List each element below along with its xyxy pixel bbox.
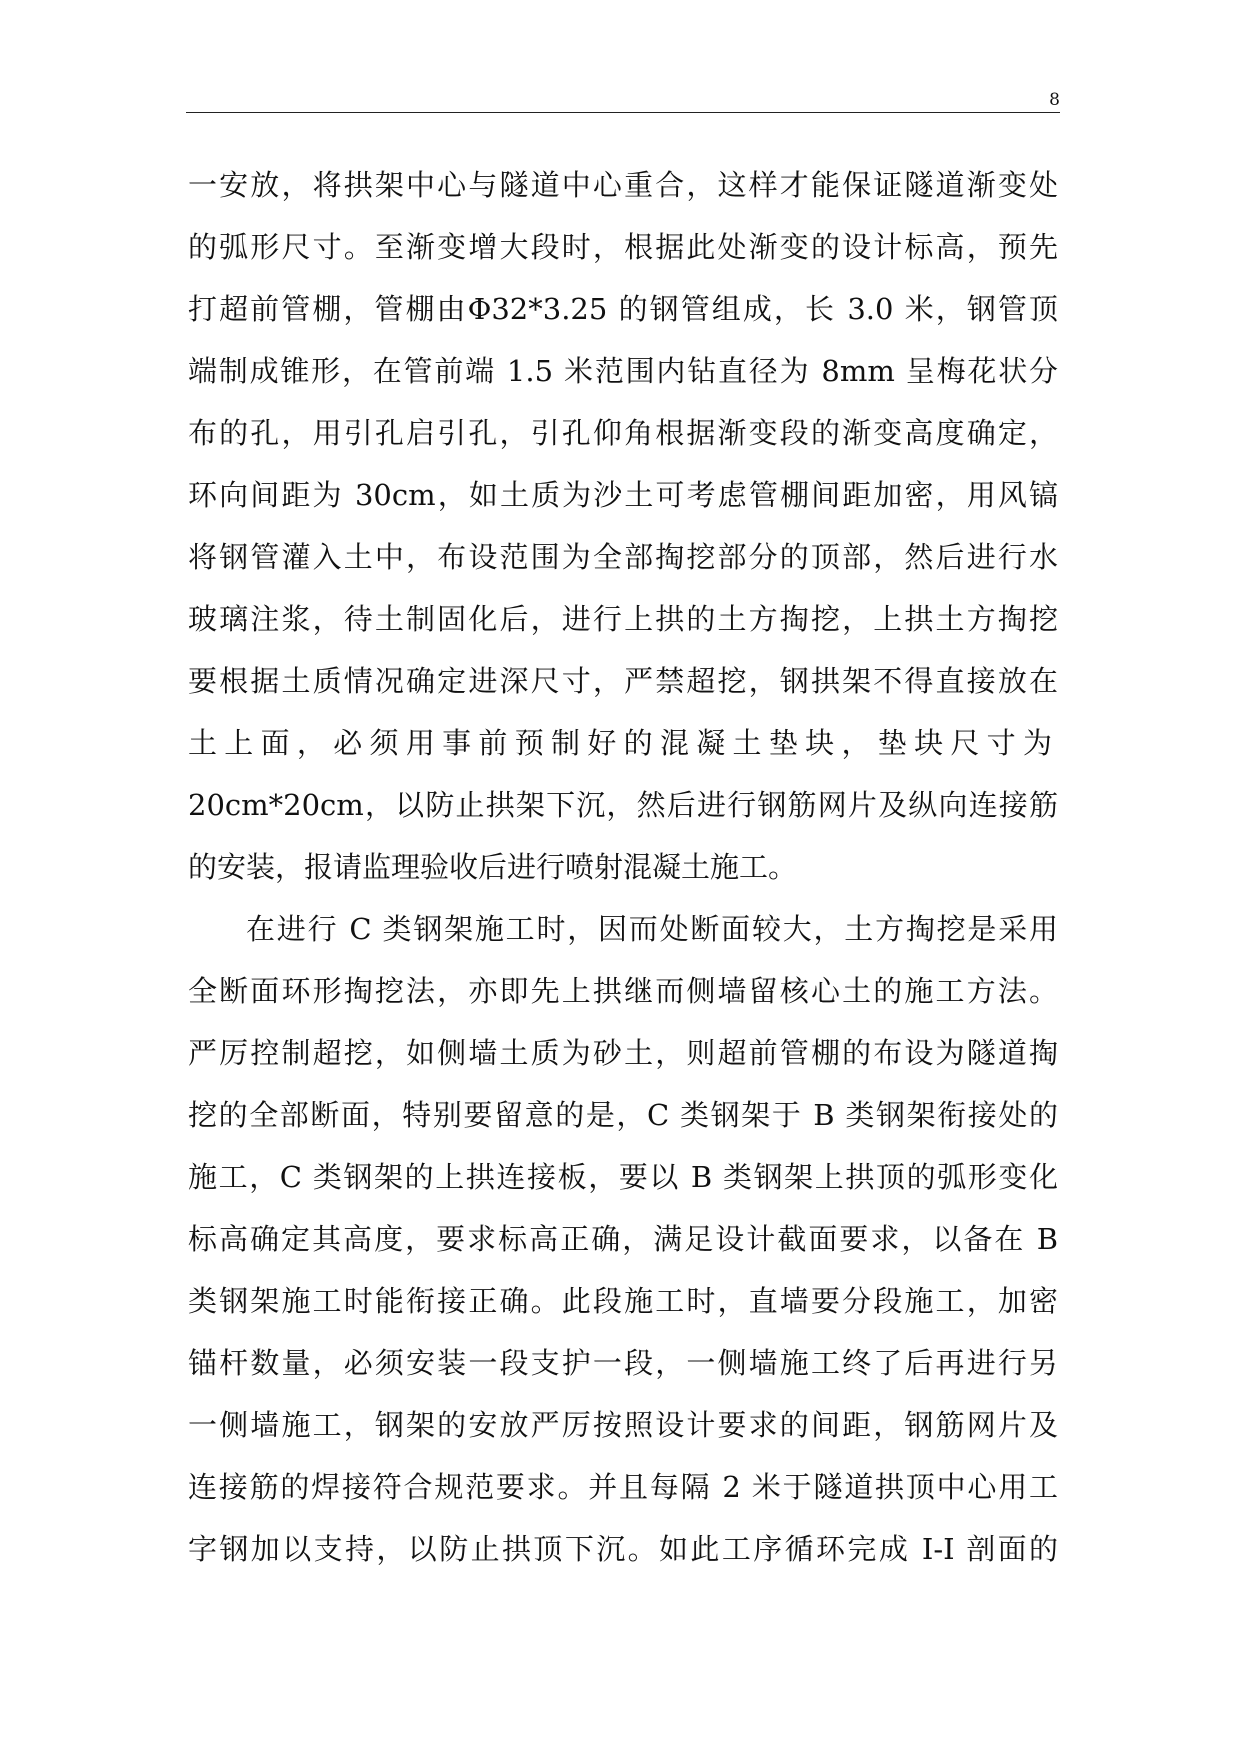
text-line: 要根据土质情况确定进深尺寸，严禁超挖，钢拱架不得直接放在 (188, 664, 1058, 698)
body-text (188, 154, 1058, 1580)
text-line: 标高确定其高度，要求标高正确，满足设计截面要求，以备在 B (188, 1222, 1058, 1256)
paragraph-1 (188, 154, 1058, 898)
text-line: 挖的全部断面，特别要留意的是，C 类钢架于 B 类钢架衔接处的 (188, 1098, 1058, 1132)
text-line: 端制成锥形，在管前端 1.5 米范围内钻直径为 8mm 呈梅花状分 (188, 354, 1058, 388)
text-line: 字钢加以支持，以防止拱顶下沉。如此工序循环完成 I-I 剖面的 (188, 1532, 1058, 1566)
text-line: 的安装，报请监理验收后进行喷射混凝土施工。 (188, 850, 798, 884)
text-line: 的弧形尺寸。至渐变增大段时，根据此处渐变的设计标高，预先 (188, 230, 1058, 264)
header-rule (186, 112, 1060, 113)
text-line: 在进行 C 类钢架施工时，因而处断面较大，土方掏挖是采用 (246, 912, 1058, 946)
text-line: 全断面环形掏挖法，亦即先上拱继而侧墙留核心土的施工方法。 (188, 974, 1058, 1008)
text-line: 环向间距为 30cm，如土质为沙土可考虑管棚间距加密，用风镐 (188, 478, 1058, 512)
text-line: 一安放，将拱架中心与隧道中心重合，这样才能保证隧道渐变处 (188, 168, 1058, 202)
page-number: 8 (1049, 90, 1060, 110)
text-line: 施工，C 类钢架的上拱连接板，要以 B 类钢架上拱顶的弧形变化 (188, 1160, 1058, 1194)
text-line: 一侧墙施工，钢架的安放严厉按照设计要求的间距，钢筋网片及 (188, 1408, 1058, 1442)
paragraph-2 (188, 898, 1058, 1580)
text-line: 20cm*20cm，以防止拱架下沉，然后进行钢筋网片及纵向连接筋 (188, 788, 1058, 822)
text-line: 布的孔，用引孔启引孔，引孔仰角根据渐变段的渐变高度确定， (188, 416, 1058, 450)
text-line: 连接筋的焊接符合规范要求。并且每隔 2 米于隧道拱顶中心用工 (188, 1470, 1058, 1504)
text-line: 将钢管灌入土中，布设范围为全部掏挖部分的顶部，然后进行水 (188, 540, 1058, 574)
text-line: 类钢架施工时能衔接正确。此段施工时，直墙要分段施工，加密 (188, 1284, 1058, 1318)
text-line: 玻璃注浆，待土制固化后，进行上拱的土方掏挖，上拱土方掏挖 (188, 602, 1058, 636)
text-line: 锚杆数量，必须安装一段支护一段，一侧墙施工终了后再进行另 (188, 1346, 1058, 1380)
text-line: 严厉控制超挖，如侧墙土质为砂土，则超前管棚的布设为隧道掏 (188, 1036, 1058, 1070)
text-line: 土上面，必须用事前预制好的混凝土垫块，垫块尺寸为 (188, 726, 1058, 760)
text-line: 打超前管棚，管棚由Φ32*3.25 的钢管组成，长 3.0 米，钢管顶 (188, 292, 1058, 326)
